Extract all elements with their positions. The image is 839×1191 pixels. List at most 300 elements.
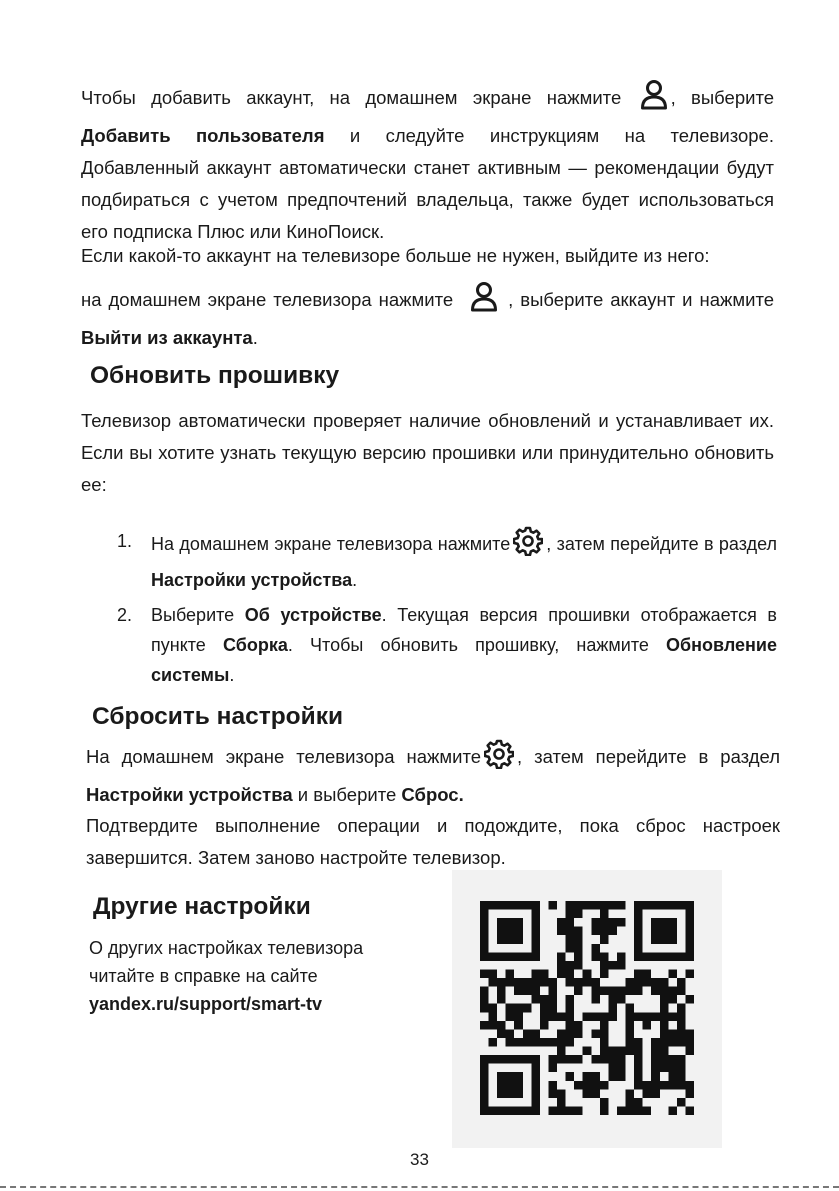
qr-module <box>574 927 583 936</box>
qr-module <box>574 1021 583 1030</box>
qr-module <box>608 1072 617 1081</box>
qr-module <box>548 1055 557 1064</box>
qr-module <box>480 1106 489 1115</box>
qr-module <box>626 1004 635 1013</box>
qr-module <box>685 1029 694 1038</box>
qr-module <box>548 1064 557 1073</box>
qr-module <box>497 1029 506 1038</box>
qr-module <box>531 1038 540 1047</box>
qr-module <box>660 1021 669 1030</box>
qr-module <box>608 901 617 910</box>
qr-module <box>540 1038 549 1047</box>
qr-module <box>566 969 575 978</box>
qr-module <box>566 1021 575 1030</box>
qr-module <box>574 944 583 953</box>
qr-module <box>668 1064 677 1073</box>
qr-module <box>514 1106 523 1115</box>
qr-module <box>608 995 617 1004</box>
qr-module <box>480 1064 489 1073</box>
qr-module <box>600 1106 609 1115</box>
qr-module <box>600 1047 609 1056</box>
qr-module <box>514 952 523 961</box>
qr-module <box>506 969 515 978</box>
qr-module <box>531 935 540 944</box>
qr-module <box>634 1081 643 1090</box>
qr-module <box>574 987 583 996</box>
qr-module <box>497 995 506 1004</box>
qr-module <box>557 1038 566 1047</box>
qr-module <box>480 1004 489 1013</box>
qr-module <box>480 1021 489 1030</box>
qr-module <box>574 961 583 970</box>
qr-module <box>643 1089 652 1098</box>
qr-module <box>566 1055 575 1064</box>
qr-module <box>600 935 609 944</box>
qr-module <box>557 1106 566 1115</box>
qr-module <box>540 978 549 987</box>
qr-module <box>608 961 617 970</box>
qr-module <box>574 910 583 919</box>
qr-module <box>668 1072 677 1081</box>
qr-module <box>557 1012 566 1021</box>
qr-module <box>651 935 660 944</box>
qr-module <box>497 935 506 944</box>
qr-module <box>506 952 515 961</box>
qr-module <box>634 1047 643 1056</box>
qr-module <box>617 1055 626 1064</box>
qr-module <box>660 918 669 927</box>
qr-module <box>643 969 652 978</box>
qr-module <box>634 987 643 996</box>
qr-module <box>651 1012 660 1021</box>
qr-module <box>677 987 686 996</box>
qr-module <box>506 1012 515 1021</box>
qr-module <box>600 1098 609 1107</box>
qr-module <box>480 901 489 910</box>
qr-module <box>540 995 549 1004</box>
qr-module <box>617 1072 626 1081</box>
qr-module <box>600 952 609 961</box>
qr-module <box>506 901 515 910</box>
qr-module <box>617 961 626 970</box>
qr-module <box>523 1029 532 1038</box>
qr-module <box>668 969 677 978</box>
qr-module <box>634 927 643 936</box>
qr-module <box>677 952 686 961</box>
qr-module <box>677 978 686 987</box>
qr-module <box>608 1012 617 1021</box>
qr-module <box>514 987 523 996</box>
qr-module <box>497 1055 506 1064</box>
qr-module <box>634 944 643 953</box>
about-device-term: Об устройстве <box>244 605 382 625</box>
qr-module <box>531 927 540 936</box>
qr-module <box>489 1012 498 1021</box>
qr-module <box>617 918 626 927</box>
qr-module <box>626 987 635 996</box>
qr-module <box>566 1012 575 1021</box>
qr-module <box>608 1055 617 1064</box>
qr-module <box>574 901 583 910</box>
qr-module <box>685 969 694 978</box>
qr-module <box>497 901 506 910</box>
qr-module <box>480 987 489 996</box>
qr-module <box>660 995 669 1004</box>
qr-code-image <box>480 900 694 1116</box>
qr-module <box>566 927 575 936</box>
qr-module <box>557 1089 566 1098</box>
qr-module <box>548 978 557 987</box>
qr-module <box>668 1012 677 1021</box>
qr-module <box>566 918 575 927</box>
qr-module <box>591 901 600 910</box>
qr-module <box>634 918 643 927</box>
qr-module <box>566 1106 575 1115</box>
qr-module <box>531 1055 540 1064</box>
qr-module <box>651 978 660 987</box>
qr-module <box>566 935 575 944</box>
qr-module <box>497 978 506 987</box>
qr-module <box>668 987 677 996</box>
qr-module <box>514 935 523 944</box>
system-update-term: Обновление системы <box>151 635 778 685</box>
qr-module <box>634 1012 643 1021</box>
qr-module <box>489 1004 498 1013</box>
qr-module <box>523 978 532 987</box>
reset-paragraph: На домашнем экране телевизора нажмите , затем перейдите в раздел Настройки устройства и выберите Сброс. <box>86 739 780 811</box>
qr-module <box>608 927 617 936</box>
qr-module <box>634 1055 643 1064</box>
qr-module <box>677 1064 686 1073</box>
qr-module <box>531 918 540 927</box>
qr-module <box>685 1089 694 1098</box>
qr-module <box>634 901 643 910</box>
qr-module <box>685 1106 694 1115</box>
qr-module <box>651 1089 660 1098</box>
firmware-step-1: 1. На домашнем экране телевизора нажмите , затем перейдите в раздел Настройки устройства. <box>117 526 777 595</box>
qr-module <box>591 1072 600 1081</box>
qr-module <box>566 961 575 970</box>
qr-module <box>677 1081 686 1090</box>
qr-module <box>557 927 566 936</box>
qr-module <box>583 1012 592 1021</box>
qr-module <box>566 910 575 919</box>
qr-module <box>668 901 677 910</box>
qr-module <box>668 952 677 961</box>
qr-module <box>677 1098 686 1107</box>
qr-module <box>531 952 540 961</box>
qr-module <box>506 1038 515 1047</box>
qr-module <box>497 1106 506 1115</box>
qr-module <box>660 927 669 936</box>
page-bottom-rule <box>0 1186 839 1188</box>
qr-module <box>548 987 557 996</box>
qr-module <box>489 969 498 978</box>
qr-module <box>651 1055 660 1064</box>
qr-module <box>660 901 669 910</box>
qr-module <box>531 1029 540 1038</box>
qr-module <box>660 935 669 944</box>
qr-module <box>668 927 677 936</box>
qr-module <box>643 1021 652 1030</box>
qr-module <box>480 969 489 978</box>
qr-module <box>660 1029 669 1038</box>
qr-module <box>677 1038 686 1047</box>
qr-module <box>651 1064 660 1073</box>
qr-module <box>634 969 643 978</box>
qr-module <box>531 901 540 910</box>
qr-module <box>548 1012 557 1021</box>
qr-module <box>608 1047 617 1056</box>
qr-module <box>497 1021 506 1030</box>
qr-module <box>634 1064 643 1073</box>
qr-module <box>668 995 677 1004</box>
qr-module <box>660 987 669 996</box>
qr-module <box>685 918 694 927</box>
qr-module <box>685 910 694 919</box>
qr-module <box>583 978 592 987</box>
qr-module <box>557 969 566 978</box>
qr-module <box>626 1098 635 1107</box>
qr-module <box>651 1047 660 1056</box>
qr-module <box>514 1038 523 1047</box>
qr-module <box>514 978 523 987</box>
qr-module <box>600 901 609 910</box>
qr-module <box>591 1012 600 1021</box>
qr-module <box>677 1004 686 1013</box>
qr-module <box>531 910 540 919</box>
qr-module <box>617 1106 626 1115</box>
qr-module <box>600 918 609 927</box>
qr-module <box>566 944 575 953</box>
qr-module <box>480 1089 489 1098</box>
qr-module <box>506 978 515 987</box>
add-user-term: Добавить пользователя <box>81 125 325 146</box>
qr-module <box>668 935 677 944</box>
qr-module <box>514 1004 523 1013</box>
qr-module <box>634 935 643 944</box>
qr-module <box>617 901 626 910</box>
qr-module <box>540 1021 549 1030</box>
qr-module <box>480 1055 489 1064</box>
device-settings-term: Настройки устройства <box>151 570 353 590</box>
qr-module <box>600 927 609 936</box>
logout-paragraph: на домашнем экране телевизора нажмите , выберите аккаунт и нажмите Выйти из аккаунта. <box>81 282 774 354</box>
qr-module <box>600 1021 609 1030</box>
add-account-paragraph: Чтобы добавить аккаунт, на домашнем экране нажмите , выберите Добавить пользователя и следуйте инструкциям на телевизоре. Добавленный аккаунт автоматически станет активным — рекомендации будут подбираться с учетом предпочтений владельца, также будет использоваться его подписка Плюс или КиноПоиск. <box>81 80 774 248</box>
qr-module <box>651 927 660 936</box>
qr-module <box>591 944 600 953</box>
qr-module <box>583 969 592 978</box>
qr-module <box>531 1089 540 1098</box>
qr-module <box>677 901 686 910</box>
qr-module <box>677 1055 686 1064</box>
qr-module <box>480 1098 489 1107</box>
qr-module <box>634 1098 643 1107</box>
qr-module <box>548 995 557 1004</box>
qr-module <box>574 1081 583 1090</box>
qr-module <box>531 944 540 953</box>
qr-module <box>591 918 600 927</box>
qr-module <box>523 1004 532 1013</box>
qr-module <box>617 952 626 961</box>
qr-module <box>685 901 694 910</box>
qr-module <box>600 1012 609 1021</box>
qr-module <box>600 1055 609 1064</box>
qr-module <box>514 1012 523 1021</box>
qr-module <box>685 935 694 944</box>
qr-module <box>514 927 523 936</box>
other-settings-text: О других настройках телевизора читайте в справке на сайте yandex.ru/support/smart-tv <box>89 938 364 1014</box>
qr-module <box>514 901 523 910</box>
qr-module <box>685 1081 694 1090</box>
gear-icon <box>484 739 514 779</box>
qr-module <box>685 1047 694 1056</box>
qr-module <box>480 944 489 953</box>
qr-module <box>608 987 617 996</box>
qr-module <box>685 995 694 1004</box>
qr-module <box>548 1106 557 1115</box>
qr-module <box>634 1072 643 1081</box>
qr-module <box>643 1081 652 1090</box>
qr-module <box>506 1004 515 1013</box>
qr-module <box>677 1012 686 1021</box>
qr-module <box>685 944 694 953</box>
qr-module <box>583 1047 592 1056</box>
qr-code <box>452 870 722 1148</box>
qr-module <box>591 1081 600 1090</box>
qr-module <box>523 952 532 961</box>
qr-module <box>583 1081 592 1090</box>
support-link[interactable]: yandex.ru/support/smart-tv <box>89 994 323 1014</box>
reset-confirm-paragraph: Подтвердите выполнение операции и подождите, пока сброс настроек завершится. Затем заново настройте телевизор. <box>86 815 780 868</box>
gear-icon <box>513 526 543 565</box>
qr-module <box>677 1021 686 1030</box>
qr-module <box>608 918 617 927</box>
qr-module <box>480 995 489 1004</box>
qr-module <box>531 969 540 978</box>
qr-module <box>668 918 677 927</box>
qr-module <box>480 952 489 961</box>
qr-module <box>523 1055 532 1064</box>
qr-module <box>531 1081 540 1090</box>
qr-module <box>583 1072 592 1081</box>
qr-module <box>651 901 660 910</box>
qr-module <box>566 1004 575 1013</box>
qr-module <box>489 901 498 910</box>
qr-module <box>626 1021 635 1030</box>
qr-module <box>634 1038 643 1047</box>
qr-module <box>497 987 506 996</box>
qr-module <box>685 952 694 961</box>
qr-module <box>617 987 626 996</box>
person-icon <box>470 282 498 322</box>
qr-module <box>677 1029 686 1038</box>
qr-module <box>480 918 489 927</box>
qr-module <box>489 978 498 987</box>
qr-module <box>574 935 583 944</box>
qr-module <box>668 1029 677 1038</box>
qr-module <box>591 952 600 961</box>
qr-module <box>600 969 609 978</box>
qr-module <box>660 1012 669 1021</box>
qr-module <box>660 1081 669 1090</box>
qr-module <box>617 1064 626 1073</box>
page-number: 33 <box>410 1150 429 1169</box>
qr-module <box>574 1106 583 1115</box>
build-term: Сборка <box>222 635 288 655</box>
qr-module <box>531 995 540 1004</box>
qr-module <box>566 1072 575 1081</box>
qr-module <box>540 969 549 978</box>
qr-module <box>634 978 643 987</box>
qr-module <box>497 927 506 936</box>
qr-module <box>574 1055 583 1064</box>
qr-module <box>506 927 515 936</box>
qr-module <box>591 927 600 936</box>
qr-module <box>548 1089 557 1098</box>
qr-module <box>506 1081 515 1090</box>
qr-module <box>634 952 643 961</box>
qr-module <box>643 1106 652 1115</box>
qr-module <box>566 1029 575 1038</box>
qr-module <box>548 901 557 910</box>
qr-module <box>497 1072 506 1081</box>
qr-module <box>557 952 566 961</box>
qr-module <box>591 995 600 1004</box>
qr-module <box>626 1089 635 1098</box>
qr-module <box>668 1081 677 1090</box>
qr-module <box>660 978 669 987</box>
qr-module <box>566 1038 575 1047</box>
qr-module <box>523 901 532 910</box>
qr-module <box>600 1081 609 1090</box>
qr-module <box>617 995 626 1004</box>
qr-module <box>643 978 652 987</box>
qr-module <box>626 1012 635 1021</box>
qr-module <box>668 1038 677 1047</box>
qr-module <box>497 952 506 961</box>
qr-module <box>626 1029 635 1038</box>
qr-module <box>514 1021 523 1030</box>
qr-module <box>608 1064 617 1073</box>
qr-module <box>651 918 660 927</box>
qr-module <box>634 1106 643 1115</box>
qr-module <box>557 1047 566 1056</box>
qr-module <box>489 1055 498 1064</box>
qr-module <box>574 952 583 961</box>
qr-module <box>497 1089 506 1098</box>
qr-module <box>643 952 652 961</box>
qr-module <box>651 1072 660 1081</box>
qr-module <box>480 935 489 944</box>
qr-module <box>531 1064 540 1073</box>
qr-module <box>514 1072 523 1081</box>
qr-module <box>514 1055 523 1064</box>
qr-module <box>583 901 592 910</box>
qr-module <box>574 978 583 987</box>
qr-module <box>660 1064 669 1073</box>
qr-module <box>506 918 515 927</box>
qr-module <box>591 1029 600 1038</box>
qr-module <box>583 1089 592 1098</box>
firmware-intro: Телевизор автоматически проверяет наличие обновлений и устанавливает их. Если вы хотите узнать текущую версию прошивки или принудительно обновить ее: <box>81 410 774 495</box>
qr-module <box>480 927 489 936</box>
qr-module <box>651 1038 660 1047</box>
qr-module <box>557 1029 566 1038</box>
qr-module <box>626 1038 635 1047</box>
qr-module <box>540 1012 549 1021</box>
